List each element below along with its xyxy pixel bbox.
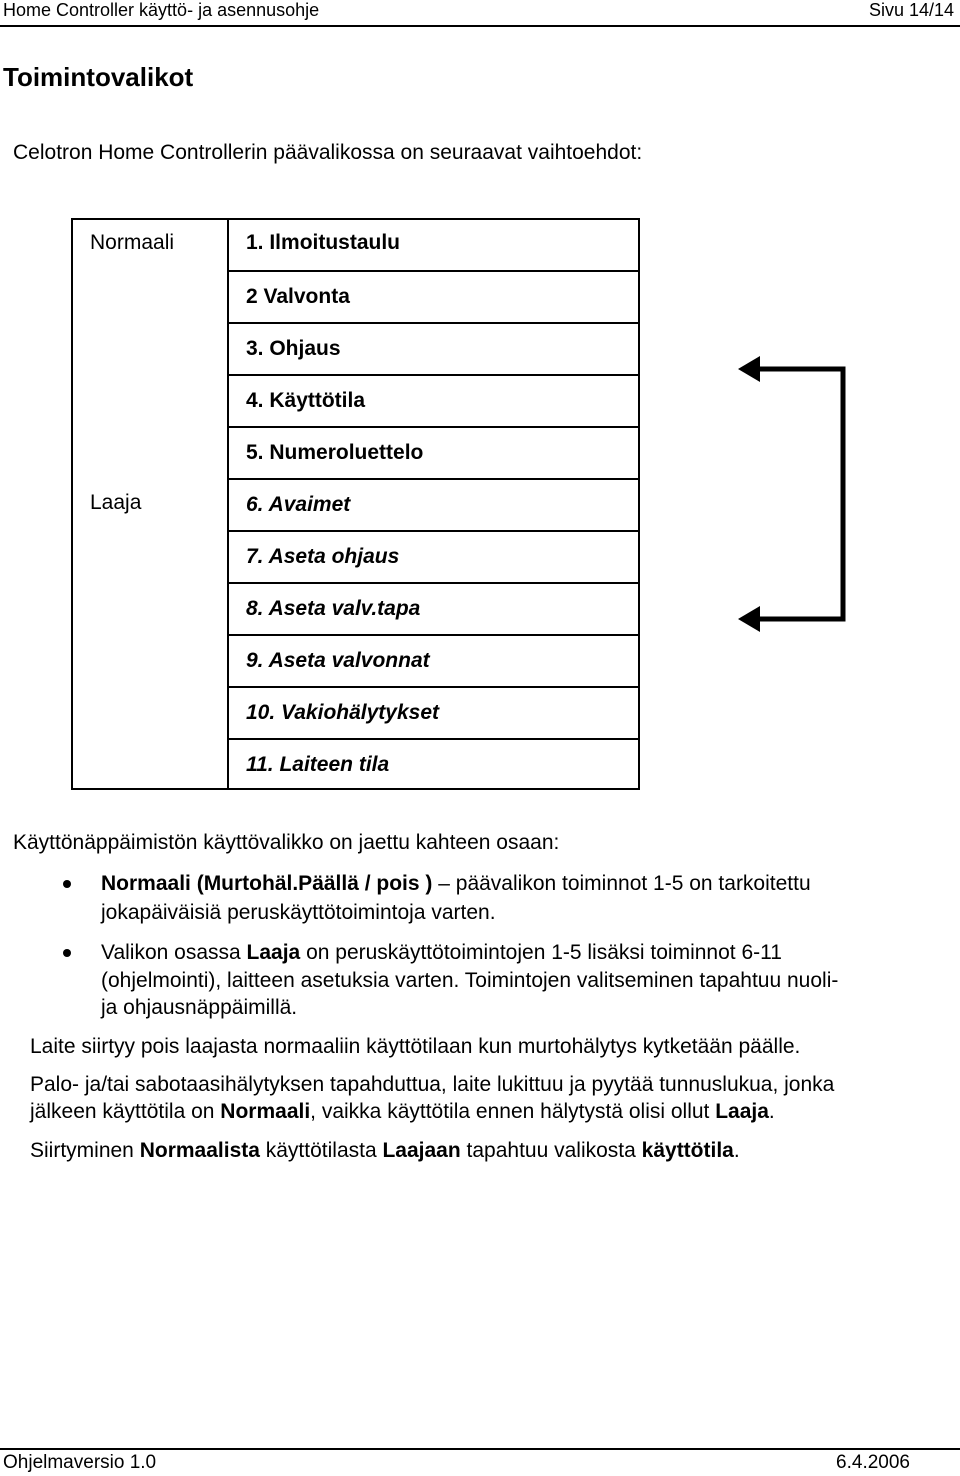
menu-item-cell [229,738,638,790]
p3-g: . [733,1139,740,1162]
menu-item-cell [229,634,638,686]
bullet2-line1 [101,940,782,966]
menu-item-cell [229,374,638,426]
menu-item-label: 1. Ilmoitustaulu [246,231,401,254]
footer-divider [0,1448,960,1450]
p3-bold-kayttotila: käyttötila [641,1139,734,1162]
menu-item-label: 7. Aseta ohjaus [246,545,400,568]
table-row [71,322,640,374]
menu-item-cell [229,426,638,478]
bullet1-text: päävalikon toiminnot 1-5 on tarkoitettu [455,872,811,895]
section-title: Toimintovalikot [3,62,194,92]
p3-c: käyttötilasta [259,1139,383,1162]
p3-bold-laajaan: Laajaan [382,1139,461,1162]
p2-bold-laaja: Laaja [715,1100,769,1123]
table-row [71,270,640,322]
bullet2-line3: ja ohjausnäppäimillä. [101,996,298,1019]
bullet2-pre: Valikon osassa [101,941,247,964]
p2-text-a: jälkeen käyttötila on [30,1100,221,1123]
table-row [71,634,640,686]
bullet2-post: on peruskäyttötoimintojen 1-5 lisäksi toiminnot 6-11 [300,941,782,964]
table-row [71,530,640,582]
group-label-normal: Normaali [90,231,175,254]
return-arrow-icon [730,350,860,640]
header-page-number: Sivu 14/14 [868,0,954,20]
paragraph-1: Laite siirtyy pois laajasta normaaliin käyttötilaan kun murtohälytys kytketään päälle. [30,1035,801,1058]
table-row [71,738,640,790]
menu-item-cell [229,322,638,374]
table-row [71,478,640,530]
p2-text-e: . [768,1100,775,1123]
intro-text: Celotron Home Controllerin päävalikossa on seuraavat vaihtoehdot: [13,141,643,164]
menu-item-label: 4. Käyttötila [246,389,366,412]
p3-bold-normaalista: Normaalista [139,1139,260,1162]
page-header [0,0,960,24]
menu-item-label: 5. Numeroluettelo [246,441,424,464]
table-row [71,686,640,738]
menu-item-label: 2 Valvonta [246,285,350,308]
paragraph-2-line2 [30,1099,775,1125]
menu-item-cell [229,270,638,322]
table-row [71,426,640,478]
bullet1-line2: jokapäiväisiä peruskäyttötoimintoja varten. [101,901,496,924]
p3-e: tapahtuu valikosta [460,1139,642,1162]
menu-item-cell [229,218,638,268]
footer-date: 6.4.2006 [836,1452,910,1473]
menu-item-cell [229,530,638,582]
bullet1-dash: – [432,872,456,895]
paragraph-3 [30,1138,740,1164]
menu-item-label: 3. Ohjaus [246,337,341,360]
bullet2-bold: Laaja [246,941,301,964]
table-row [71,582,640,634]
p2-text-c: , vaikka käyttötila ennen hälytystä olisi ollut [310,1100,716,1123]
p3-a: Siirtyminen [30,1139,140,1162]
paragraph-2-line1: Palo- ja/tai sabotaasihälytyksen tapahduttua, laite lukittuu ja pyytää tunnuslukua, jonka [30,1073,835,1096]
bullet1-line1 [101,871,811,897]
menu-table [71,218,640,790]
menu-item-cell [229,582,638,634]
bullet-dot [63,880,71,888]
menu-item-label: 8. Aseta valv.tapa [246,597,421,620]
menu-item-label: 11. Laiteen tila [246,753,390,776]
menu-item-cell [229,478,638,530]
footer-version: Ohjelmaversio 1.0 [3,1452,157,1473]
table-row [71,218,640,270]
menu-item-cell [229,686,638,738]
table-row [71,374,640,426]
bullet1-bold: Normaali (Murtohäl.Päällä / pois ) [101,872,433,895]
header-divider [0,25,960,27]
group-label-wide: Laaja [90,491,142,514]
header-doc-title: Home Controller käyttö- ja asennusohje [3,0,320,20]
bullet2-line2: (ohjelmointi), laitteen asetuksia varten. Toimintojen valitseminen tapahtuu nuoli- [101,969,839,992]
p2-bold-normaali: Normaali [220,1100,311,1123]
menu-item-label: 6. Avaimet [246,493,351,516]
bullet-dot [63,949,71,957]
menu-item-label: 9. Aseta valvonnat [246,649,430,672]
split-text: Käyttönäppäimistön käyttövalikko on jaettu kahteen osaan: [13,831,560,854]
menu-item-label: 10. Vakiohälytykset [246,701,439,724]
